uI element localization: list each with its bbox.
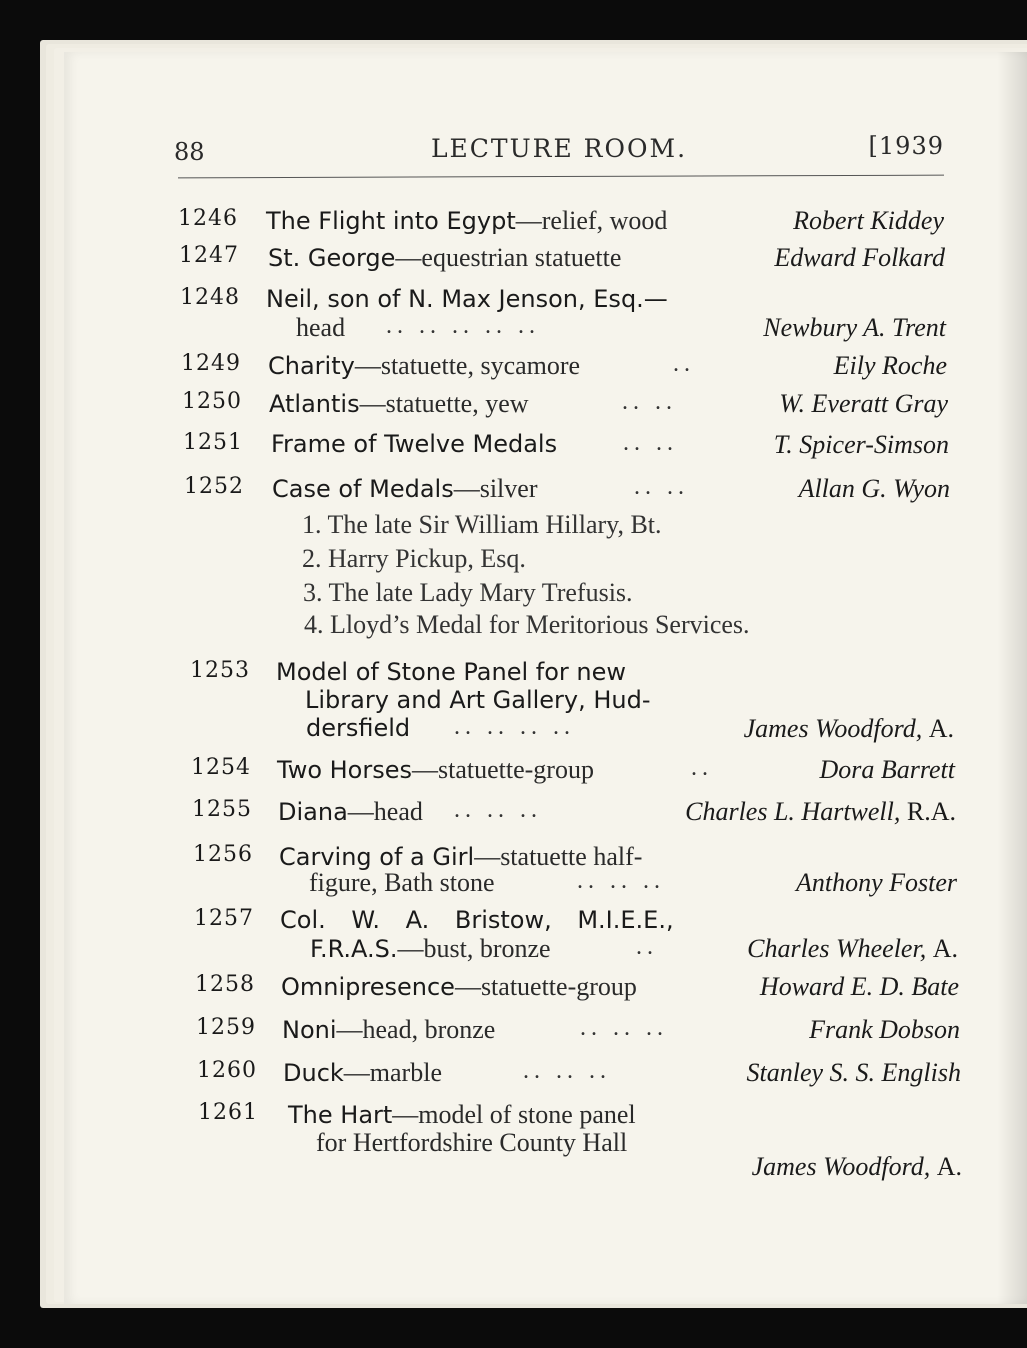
entry-number: 1257 xyxy=(194,906,254,931)
leader-dots: .. .. .. .. .. xyxy=(386,313,540,339)
artist-name: Allan G. Wyon xyxy=(798,474,950,503)
leader-dots: .. .. .. xyxy=(454,797,542,823)
entry-title: The Flight into Egypt—relief, wood xyxy=(266,206,668,235)
artist-name: T. Spicer-Simson xyxy=(773,430,949,459)
entry-title: Duck—marble xyxy=(283,1058,442,1087)
entry-title: Neil, son of N. Max Jenson, Esq.— xyxy=(266,285,668,313)
entry-number: 1250 xyxy=(182,389,242,414)
leader-dots: .. xyxy=(636,934,658,960)
catalogue-entry xyxy=(178,206,944,240)
entry-title: Atlantis—statuette, yew xyxy=(269,389,529,418)
leader-dots: .. .. .. xyxy=(523,1058,611,1084)
entry-number: 1249 xyxy=(181,351,241,376)
leader-dots: .. .. .. xyxy=(580,1015,668,1041)
leader-dots: .. .. xyxy=(634,474,689,500)
artist-name: Stanley S. S. English xyxy=(746,1058,961,1087)
entry-title: Model of Stone Panel for new xyxy=(276,658,626,686)
entry-title: Two Horses—statuette-group xyxy=(277,755,594,784)
entry-continuation: dersfield xyxy=(306,714,411,742)
entry-number: 1246 xyxy=(178,206,238,231)
artist-name: Eily Roche xyxy=(833,351,947,380)
entry-number: 1253 xyxy=(190,658,250,683)
entry-continuation: for Hertfordshire County Hall xyxy=(316,1128,628,1157)
artist-name: Newbury A. Trent xyxy=(763,313,946,342)
entry-title: Charity—statuette, sycamore xyxy=(268,351,581,380)
catalogue-entry xyxy=(195,972,959,1006)
entry-title: Omnipresence—statuette-group xyxy=(281,972,637,1001)
artist-name: Charles Wheeler, A. xyxy=(747,934,958,963)
page-header xyxy=(174,130,944,170)
entry-number: 1256 xyxy=(193,842,253,867)
entry-number: 1258 xyxy=(195,972,255,997)
catalogue-entry xyxy=(191,755,955,789)
entry-title: Diana—head xyxy=(278,797,423,826)
catalogue-entry-continuation xyxy=(198,1152,962,1186)
catalogue-entry xyxy=(197,1058,961,1092)
entry-continuation: head xyxy=(296,313,346,342)
artist-name: Charles L. Hartwell, R.A. xyxy=(685,797,956,826)
medal-list-item: 4. Lloyd’s Medal for Meritorious Services. xyxy=(304,610,750,639)
catalogue-entry xyxy=(181,351,947,385)
entry-title: Col. W. A. Bristow, M.I.E.E., xyxy=(280,906,674,934)
leader-dots: .. .. xyxy=(622,389,677,415)
artist-name: Dora Barrett xyxy=(819,755,955,784)
leader-dots: .. xyxy=(691,755,713,781)
entry-number: 1255 xyxy=(192,797,252,822)
catalogue-entry-continuation xyxy=(180,313,946,347)
entry-continuation: F.R.A.S.—bust, bronze xyxy=(310,934,551,963)
leader-dots: .. xyxy=(673,351,695,377)
artist-name: W. Everatt Gray xyxy=(779,389,948,418)
catalogue-entry xyxy=(192,797,956,831)
catalogue-entry xyxy=(183,430,949,464)
entry-number: 1254 xyxy=(191,755,251,780)
artist-name: Edward Folkard xyxy=(774,243,945,272)
catalogue-entry-continuation xyxy=(193,868,957,902)
entry-title: Case of Medals—silver xyxy=(272,474,538,503)
artist-name: James Woodford, A. xyxy=(743,714,954,743)
leader-dots: .. .. xyxy=(623,430,678,456)
artist-name: James Woodford, A. xyxy=(751,1152,962,1181)
catalogue-entry xyxy=(196,1015,960,1049)
medal-list-item: 3. The late Lady Mary Trefusis. xyxy=(303,578,633,607)
medal-list-item: 2. Harry Pickup, Esq. xyxy=(302,544,526,573)
entry-title: The Hart—model of stone panel xyxy=(288,1100,636,1129)
leader-dots: .. .. .. .. xyxy=(454,714,575,740)
entry-title: Frame of Twelve Medals xyxy=(271,430,558,458)
artist-name: Frank Dobson xyxy=(809,1015,960,1044)
catalogue-entry-continuation xyxy=(190,714,954,748)
catalogue-entry xyxy=(184,474,950,508)
entry-continuation: Library and Art Gallery, Hud- xyxy=(305,686,651,714)
entry-continuation: figure, Bath stone xyxy=(309,868,495,897)
running-title: LECTURE ROOM. xyxy=(430,134,688,163)
entry-number: 1251 xyxy=(183,430,243,455)
page-number: 88 xyxy=(174,138,205,166)
entry-number: 1260 xyxy=(197,1058,257,1083)
year-label: [1939 xyxy=(868,132,944,160)
leader-dots: .. .. .. xyxy=(577,868,665,894)
entry-number: 1248 xyxy=(180,285,240,310)
medal-list-item: 1. The late Sir William Hillary, Bt. xyxy=(302,510,662,539)
entry-number: 1259 xyxy=(196,1015,256,1040)
page-gutter-shadow xyxy=(997,52,1027,1304)
artist-name: Howard E. D. Bate xyxy=(759,972,959,1001)
entry-title: St. George—equestrian statuette xyxy=(268,243,622,272)
catalogue-entry xyxy=(182,389,948,423)
artist-name: Anthony Foster xyxy=(795,868,957,897)
entry-title: Noni—head, bronze xyxy=(282,1015,496,1044)
catalogue-entry xyxy=(179,243,945,277)
entry-title: Carving of a Girl—statuette half- xyxy=(279,842,643,871)
artist-name: Robert Kiddey xyxy=(793,206,944,235)
catalogue-entry-continuation xyxy=(194,934,958,968)
entry-number: 1252 xyxy=(184,474,244,499)
entry-number: 1247 xyxy=(179,243,239,268)
entry-number: 1261 xyxy=(198,1100,258,1125)
